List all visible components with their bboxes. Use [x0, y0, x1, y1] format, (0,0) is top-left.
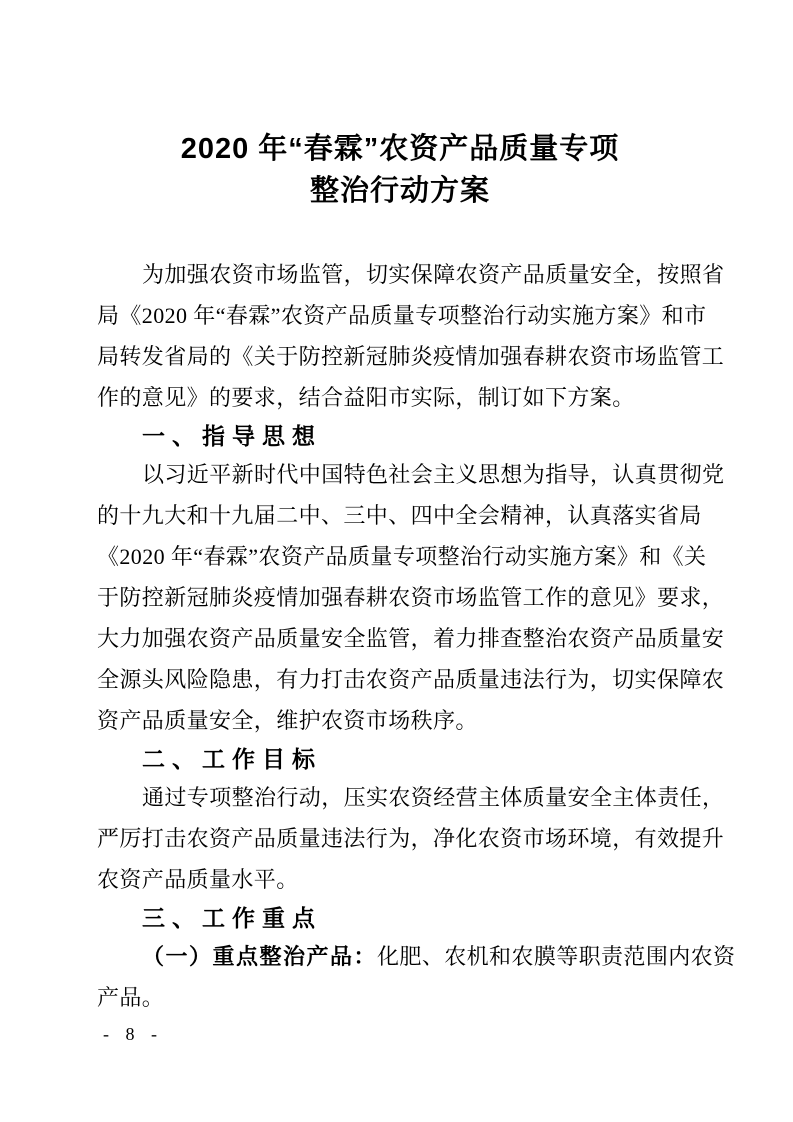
title-line-1: 2020 年“春霖”农资产品质量专项	[180, 133, 620, 165]
paragraph-line: 以习近平新时代中国特色社会主义思想为指导，认真贯彻党	[142, 462, 725, 487]
paragraph-line: 全源头风险隐患，有力打击农资产品质量违法行为，切实保障农	[97, 667, 725, 692]
paragraph-line: 为加强农资市场监管，切实保障农资产品质量安全，按照省	[142, 262, 725, 287]
paragraph-line: 于防控新冠肺炎疫情加强春耕农资市场监管工作的意见》要求，	[97, 585, 725, 610]
page-number: - 8 -	[103, 1024, 163, 1044]
section-heading-2: 二、工作目标	[142, 746, 322, 772]
section-heading-1: 一、指导思想	[142, 423, 322, 449]
section-heading-3: 三、工作重点	[142, 905, 322, 931]
paragraph-line-text: 化肥、农机和农膜等职责范围内农资	[377, 944, 736, 969]
paragraph-line: 资产品质量安全，维护农资市场秩序。	[97, 708, 478, 733]
paragraph-line: 产品。	[97, 985, 165, 1010]
paragraph-lead-text: （一）重点整治产品：	[142, 944, 378, 969]
paragraph-line: 作的意见》的要求，结合益阳市实际，制订如下方案。	[97, 385, 635, 410]
paragraph-line: 通过专项整治行动，压实农资经营主体质量安全主体责任，	[142, 785, 725, 810]
paragraph-line: 农资产品质量水平。	[97, 867, 299, 892]
paragraph-line: 的十九大和十九届二中、三中、四中全会精神，认真落实省局	[97, 503, 702, 528]
paragraph-line: 大力加强农资产品质量安全监管，着力排查整治农资产品质量安	[97, 626, 725, 651]
paragraph-line: 《2020 年“春霖”农资产品质量专项整治行动实施方案》和《关	[97, 544, 707, 569]
document-title	[97, 128, 703, 212]
document-body	[97, 254, 737, 1018]
paragraph-line: 严厉打击农资产品质量违法行为，净化农资市场环境，有效提升	[97, 826, 725, 851]
paragraph-line	[97, 936, 737, 977]
title-line-2: 整治行动方案	[309, 175, 490, 207]
paragraph-line: 局《2020 年“春霖”农资产品质量专项整治行动实施方案》和市	[97, 303, 707, 328]
paragraph-line: 局转发省局的《关于防控新冠肺炎疫情加强春耕农资市场监管工	[97, 344, 725, 369]
